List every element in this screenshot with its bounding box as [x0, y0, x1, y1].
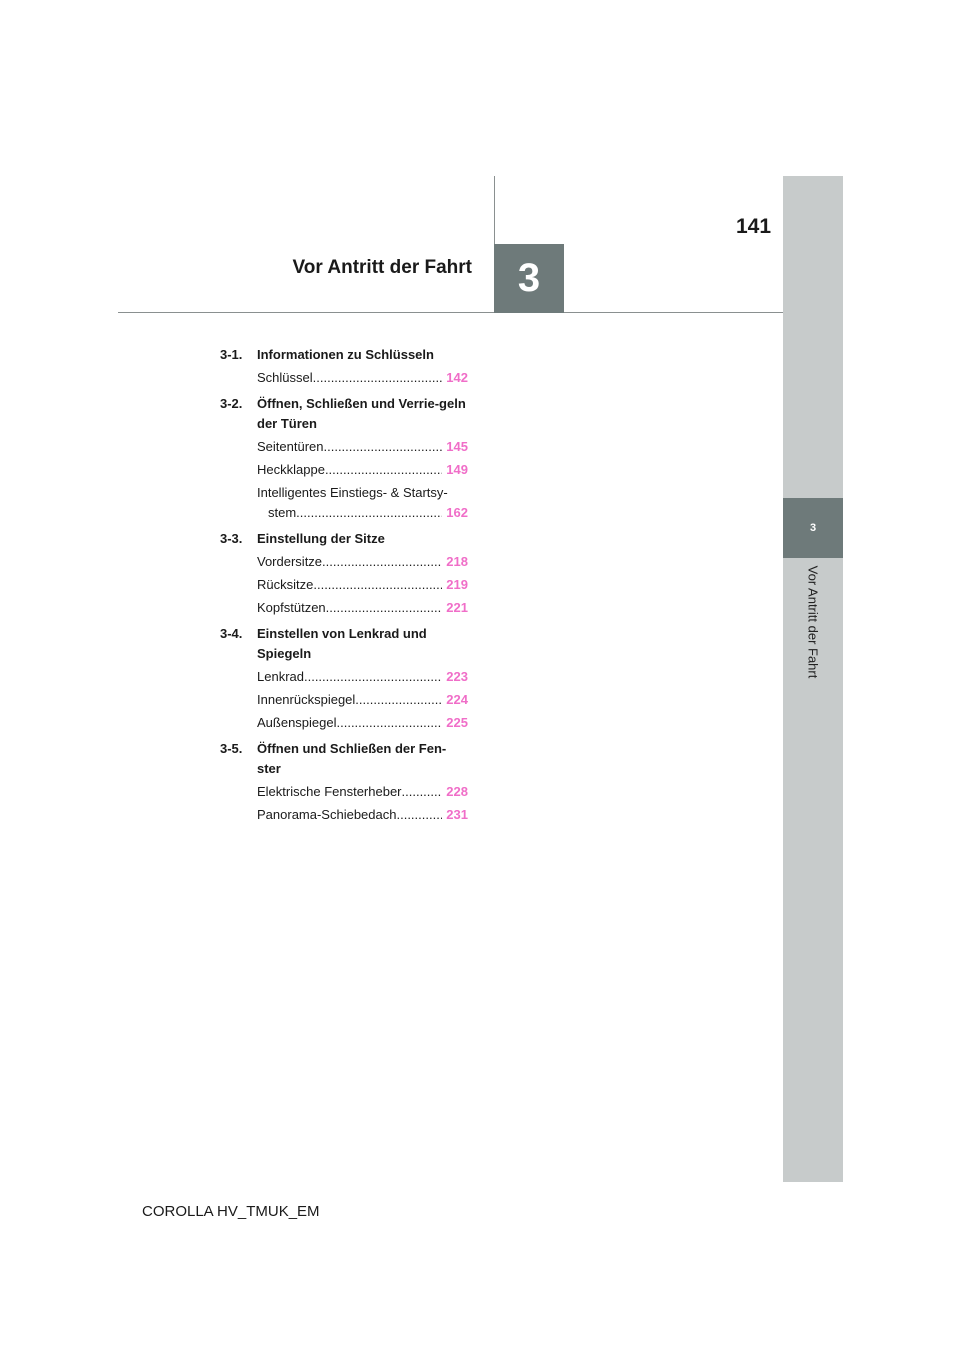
- toc-page-link[interactable]: 162: [446, 505, 468, 520]
- toc-page-link[interactable]: 145: [446, 439, 468, 454]
- dot-leader: [337, 713, 443, 733]
- dot-leader: [355, 690, 442, 710]
- toc-item[interactable]: [220, 575, 468, 595]
- dot-leader: [325, 460, 442, 480]
- section-number: 3-4.: [220, 626, 243, 641]
- header-horizontal-rule: [118, 312, 783, 313]
- dot-leader: [304, 667, 442, 687]
- toc-item[interactable]: [220, 690, 468, 710]
- chapter-number-box: 3: [494, 244, 564, 313]
- toc-item-label: Innenrückspiegel: [257, 692, 356, 707]
- section-title: Öffnen und Schließen der Fen-ster: [257, 741, 447, 776]
- toc-item-label: Heckklappe: [257, 462, 325, 477]
- side-chapter-label: Vor Antritt der Fahrt: [805, 565, 821, 679]
- side-chapter-tab[interactable]: 3: [783, 498, 843, 558]
- toc-item-label: Intelligentes Einstiegs- & Startsy-: [257, 485, 448, 500]
- toc-item-label: Schlüssel: [257, 370, 313, 385]
- toc-item-label: Kopfstützen: [257, 600, 326, 615]
- side-strip: [783, 176, 843, 1182]
- toc-item-label: Außenspiegel: [257, 715, 337, 730]
- toc-item[interactable]: [220, 598, 468, 618]
- toc-item[interactable]: [220, 437, 468, 457]
- toc-item[interactable]: [220, 782, 468, 802]
- dot-leader: [322, 552, 442, 572]
- dot-leader: [326, 598, 443, 618]
- toc-section: [220, 624, 468, 664]
- toc-page-link[interactable]: 225: [446, 715, 468, 730]
- toc-section: [220, 739, 468, 779]
- toc-page-link[interactable]: 149: [446, 462, 468, 477]
- toc-section: [220, 394, 468, 434]
- section-number: 3-2.: [220, 396, 243, 411]
- toc-item[interactable]: [220, 805, 468, 825]
- toc-item-label: Rücksitze: [257, 577, 314, 592]
- section-number: 3-3.: [220, 531, 243, 546]
- section-title: Einstellen von Lenkrad und Spiegeln: [257, 626, 427, 661]
- table-of-contents: [220, 345, 468, 825]
- toc-page-link[interactable]: 231: [446, 807, 468, 822]
- section-title: Informationen zu Schlüsseln: [257, 347, 434, 362]
- toc-item[interactable]: [220, 667, 468, 687]
- section-number: 3-5.: [220, 741, 243, 756]
- section-title: Einstellung der Sitze: [257, 531, 385, 546]
- toc-page-link[interactable]: 228: [446, 784, 468, 799]
- toc-item-label: Panorama-Schiebedach: [257, 807, 397, 822]
- toc-item[interactable]: [220, 460, 468, 480]
- toc-page-link[interactable]: 223: [446, 669, 468, 684]
- toc-page-link[interactable]: 218: [446, 554, 468, 569]
- dot-leader: [313, 575, 442, 595]
- toc-item-label: Elektrische Fensterheber: [257, 784, 402, 799]
- toc-item-label-continued: stem: [268, 505, 297, 520]
- section-number: 3-1.: [220, 347, 243, 362]
- toc-item[interactable]: [220, 483, 468, 523]
- page-number: 141: [736, 215, 772, 238]
- dot-leader: [296, 503, 442, 523]
- dot-leader: [396, 805, 442, 825]
- toc-item[interactable]: [220, 552, 468, 572]
- toc-section: [220, 529, 468, 549]
- toc-item[interactable]: [220, 713, 468, 733]
- dot-leader: [402, 782, 443, 802]
- toc-page-link[interactable]: 221: [446, 600, 468, 615]
- toc-item-label: Lenkrad: [257, 669, 304, 684]
- toc-page-link[interactable]: 142: [446, 370, 468, 385]
- toc-item[interactable]: [220, 368, 468, 388]
- dot-leader: [313, 368, 443, 388]
- toc-page-link[interactable]: 219: [446, 577, 468, 592]
- chapter-title: Vor Antritt der Fahrt: [292, 257, 472, 278]
- toc-page-link[interactable]: 224: [446, 692, 468, 707]
- toc-item-label: Vordersitze: [257, 554, 323, 569]
- toc-item-label: Seitentüren: [257, 439, 324, 454]
- toc-section: [220, 345, 468, 365]
- dot-leader: [324, 437, 443, 457]
- header-vertical-rule: [494, 176, 495, 244]
- page-footer: COROLLA HV_TMUK_EM: [142, 1203, 320, 1220]
- section-title: Öffnen, Schließen und Verrie-geln der Türen: [257, 396, 466, 431]
